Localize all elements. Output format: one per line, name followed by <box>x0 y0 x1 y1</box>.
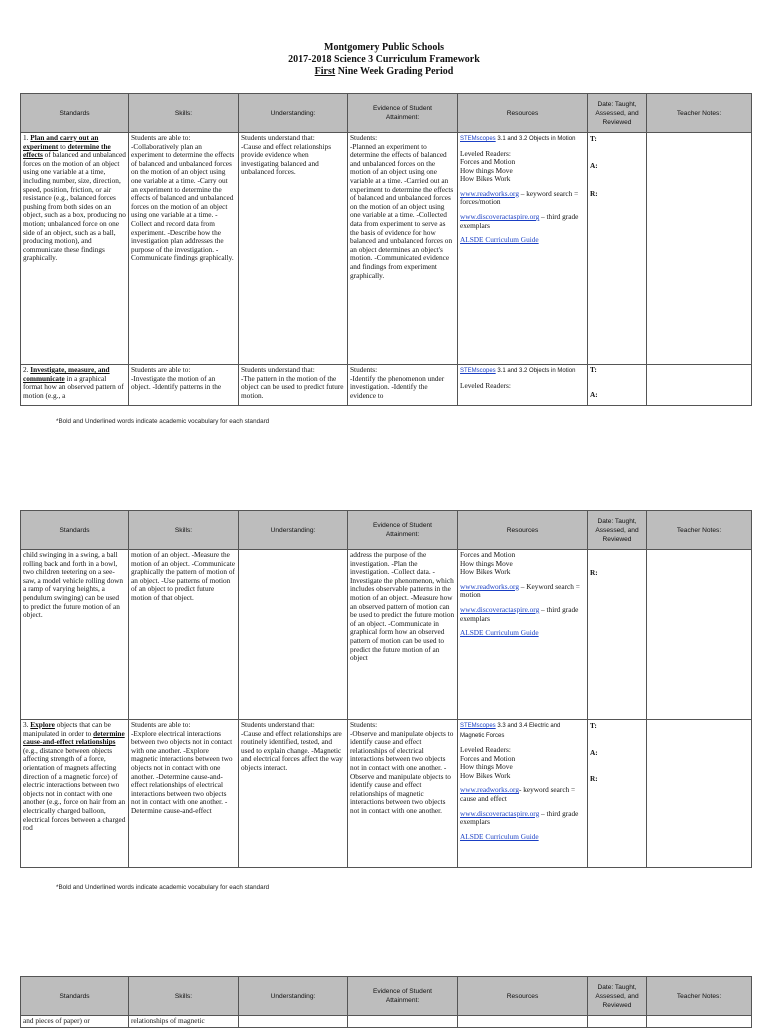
vocab-term: Investigate, measure, and communicate <box>23 366 110 383</box>
evidence-cell: Students: -Observe and manipulate objects to identify cause and effect relationships of electrical interactions between two objects not in contact with one another. -Observe and manipulate objects to identify cause and effect relationships of magnetic interactions between two objects not in contact with one another. <box>348 720 458 868</box>
skills-cell: Students are able to: -Collaboratively plan an experiment to determine the effects of balanced and unbalanced forces on the motion of an object using one variable at a time. -Carry out an experiment to determine the effects of balanced and unbalanced forces on the motion of an object using one variable at a time. -Collect and record data from experiment. -Describe how the investigation plan addresses the purpose of the investigation. -Communicate findings graphically. <box>129 133 239 365</box>
teacher-notes-cell[interactable] <box>647 550 752 720</box>
skills-cell: motion of an object. -Measure the motion of an object. -Communicate graphically the pattern of motion of an object. -Use patterns of motion of an object to predict future motion of that object. <box>129 550 239 720</box>
evidence-cell: Students: -Identify the phenomenon under investigation. -Identify the evidence to <box>348 365 458 406</box>
col-understanding: Understanding: <box>239 977 348 1016</box>
understanding-cell: Students understand that: -Cause and effect relationships provide evidence when investigating balanced and unbalanced forces. <box>239 133 348 365</box>
district-title: Montgomery Public Schools <box>324 42 444 53</box>
teacher-notes-cell[interactable] <box>647 365 752 406</box>
col-evidence: Evidence of Student Attainment: <box>348 94 458 133</box>
discovery-link[interactable]: www.discoveractaspire.org <box>460 604 540 614</box>
stemscopes-link[interactable]: STEMscopes <box>460 723 496 729</box>
period-emphasis: First <box>314 66 336 77</box>
col-date: Date: Taught, Assessed, and Reviewed <box>588 977 647 1016</box>
table-header-row <box>21 977 752 1016</box>
period-rest: Nine Week Grading Period <box>335 66 454 77</box>
vocab-term: determine cause-and-effect relationships <box>23 728 125 747</box>
col-understanding: Understanding: <box>239 94 348 133</box>
date-cell: R: <box>588 550 647 720</box>
table-header-row <box>21 94 752 133</box>
table-row <box>21 365 752 406</box>
stemscopes-link[interactable]: STEMscopes <box>460 136 496 142</box>
vocab-term: Explore <box>30 720 55 729</box>
skills-cell: relationships of magnetic <box>129 1016 239 1028</box>
alsde-guide-link[interactable]: ALSDE Curriculum Guide <box>460 235 539 245</box>
alsde-guide-link[interactable]: ALSDE Curriculum Guide <box>460 831 539 841</box>
col-skills: Skills: <box>129 977 239 1016</box>
resources-cell <box>458 1016 588 1028</box>
col-skills: Skills: <box>129 511 239 550</box>
col-skills: Skills: <box>129 94 239 133</box>
teacher-notes-cell[interactable] <box>647 1016 752 1028</box>
col-resources: Resources <box>458 94 588 133</box>
curriculum-table-page-2 <box>20 510 752 868</box>
understanding-cell <box>239 1016 348 1028</box>
resources-cell: Forces and Motion How things Move How Bikes Work www.readworks.org – Keyword search = motion www.discoveractaspire.org – third grade exemplars ALSDE Curriculum Guide <box>458 550 588 720</box>
col-standards: Standards <box>21 977 129 1016</box>
understanding-cell <box>239 550 348 720</box>
date-cell: T: A: R: <box>588 133 647 365</box>
col-teacher-notes: Teacher Notes: <box>647 511 752 550</box>
resources-cell: STEMscopes 3.1 and 3.2 Objects in Motion Leveled Readers: <box>458 365 588 406</box>
col-standards: Standards <box>21 94 129 133</box>
table-row <box>21 1016 752 1028</box>
readworks-link[interactable]: www.readworks.org <box>460 188 519 198</box>
table-row <box>21 133 752 365</box>
framework-title: 2017-2018 Science 3 Curriculum Framework <box>288 54 480 65</box>
stemscopes-link[interactable]: STEMscopes <box>460 368 496 374</box>
skills-cell: Students are able to: -Explore electrical interactions between two objects not in contact with one another. -Explore magnetic interactions between two objects not in contact with one another. -Determine cause-and-effect relationships of electrical interactions between two objects not in contact with one another. -Determine cause-and-effect <box>129 720 239 868</box>
col-date: Date: Taught, Assessed, and Reviewed <box>588 511 647 550</box>
teacher-notes-cell[interactable] <box>647 720 752 868</box>
col-date: Date: Taught, Assessed, and Reviewed <box>588 94 647 133</box>
readworks-link[interactable]: www.readworks.org <box>460 785 519 795</box>
alsde-guide-link[interactable]: ALSDE Curriculum Guide <box>460 628 539 638</box>
evidence-cell <box>348 1016 458 1028</box>
evidence-cell: address the purpose of the investigation. -Plan the investigation. -Collect data. -Investigate the phenomenon, which includes observable patterns in the motion of an object. -Measure how an observed pattern of motion can be used to predict the future motion of an object. -Communicate in graphical form how an observed pattern of motion can be used to predict the future motion of an object <box>348 550 458 720</box>
teacher-notes-cell[interactable] <box>647 133 752 365</box>
col-teacher-notes: Teacher Notes: <box>647 94 752 133</box>
document-header <box>0 42 768 78</box>
date-cell <box>588 1016 647 1028</box>
col-evidence: Evidence of Student Attainment: <box>348 511 458 550</box>
col-standards: Standards <box>21 511 129 550</box>
col-resources: Resources <box>458 511 588 550</box>
curriculum-table-page-3 <box>20 976 752 1028</box>
grading-period <box>0 66 768 78</box>
vocab-term: Plan and carry out an experiment <box>23 133 99 151</box>
standard-cell: and pieces of paper) or <box>21 1016 129 1028</box>
readworks-link[interactable]: www.readworks.org <box>460 581 519 591</box>
discovery-link[interactable]: www.discoveractaspire.org <box>460 808 540 818</box>
evidence-cell: Students: -Planned an experiment to determine the effects of balanced and unbalanced forces on the motion of an object using one variable at a time. -Carried out an experiment to determine the effects of balanced and unbalanced forces on the motion of an object using one variable at a time. -Collected data from experiment to serve as the basis of evidence for how balanced and unbalanced forces on an object determines an object's motion. -Communicated evidence and findings from experiment graphically. <box>348 133 458 365</box>
footnote: *Bold and Underlined words indicate academic vocabulary for each standard <box>56 418 270 425</box>
standard-cell: 2. Investigate, measure, and communicate in a graphical format how an observed pattern of motion (e.g., a <box>21 365 129 406</box>
standard-cell: child swinging in a swing, a ball rolling back and forth in a bowl, two children teetering on a see-saw, a model vehicle rolling down a ramp of varying heights, a pendulum swinging) can be used to predict the future motion of an object. <box>21 550 129 720</box>
date-cell: T: A: R: <box>588 720 647 868</box>
resources-cell: STEMscopes 3.3 and 3.4 Electric and Magnetic Forces Leveled Readers: Forces and Motion How things Move How Bikes Work www.readworks.org- keyword search = cause and effect www.discoveractaspire.org – third grade exemplars ALSDE Curriculum Guide <box>458 720 588 868</box>
col-understanding: Understanding: <box>239 511 348 550</box>
col-resources: Resources <box>458 977 588 1016</box>
date-cell: T: A: <box>588 365 647 406</box>
table-row <box>21 550 752 720</box>
standard-cell: 1. Plan and carry out an experiment to determine the effects of balanced and unbalanced forces on the motion of an object using one variable at a time, including number, size, direction, speed, position, friction, or air resistance (e.g., balanced forces pushing from both sides on an object, such as a box, producing no motion; unbalanced force on one side of an object, such as a ball, producing motion), and communicate these findings graphically. <box>21 133 129 365</box>
discovery-link[interactable]: www.discoveractaspire.org <box>460 212 540 222</box>
table-row <box>21 720 752 868</box>
col-evidence: Evidence of Student Attainment: <box>348 977 458 1016</box>
footnote: *Bold and Underlined words indicate academic vocabulary for each standard <box>56 884 270 891</box>
vocab-term: determine the effects <box>23 141 111 160</box>
col-teacher-notes: Teacher Notes: <box>647 977 752 1016</box>
table-header-row <box>21 511 752 550</box>
standard-cell: 3. Explore objects that can be manipulated in order to determine cause-and-effect relationships (e.g., distance between objects affecting strength of a force, orientation of magnets affecting direction of a magnetic force) of electric interactions between two objects not in contact with one another (e.g., force on hair from an electrically charged balloon, electrical forces between a charged rod <box>21 720 129 868</box>
skills-cell: Students are able to: -Investigate the motion of an object. -Identify patterns in the <box>129 365 239 406</box>
understanding-cell: Students understand that: -Cause and effect relationships are routinely identified, tested, and used to explain change. -Magnetic and electrical forces affect the way objects interact. <box>239 720 348 868</box>
resources-cell: STEMscopes 3.1 and 3.2 Objects in Motion Leveled Readers: Forces and Motion How things Move How Bikes Work www.readworks.org – keyword search = forces/motion www.discoveractaspire.org – third grade exemplars ALSDE Curriculum Guide <box>458 133 588 365</box>
understanding-cell: Students understand that: -The pattern in the motion of the object can be used to predict future motion. <box>239 365 348 406</box>
curriculum-table-page-1 <box>20 93 752 406</box>
